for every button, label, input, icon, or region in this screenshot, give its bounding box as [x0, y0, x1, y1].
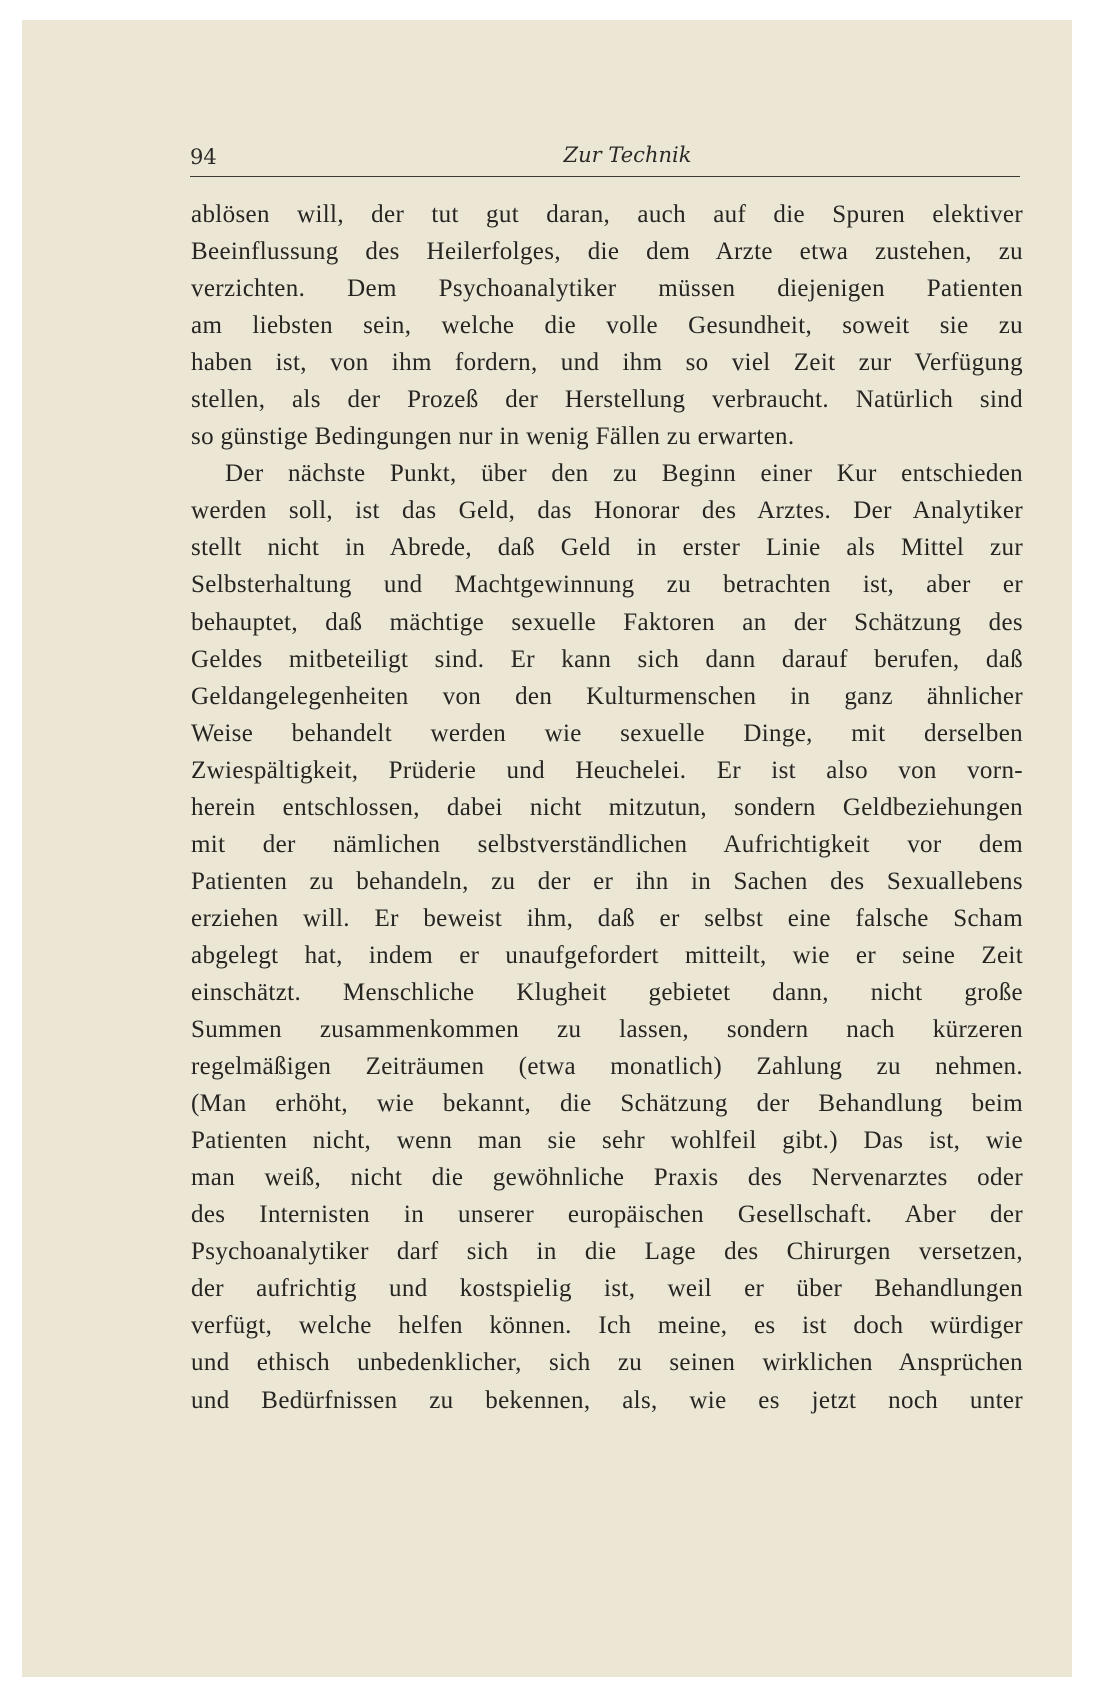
text-line: der aufrichtig und kostspielig ist, weil er über Behandlungen: [191, 1275, 1023, 1303]
text-line: regelmäßigen Zeiträumen (etwa monatlich) Zahlung zu nehmen.: [191, 1053, 1023, 1081]
text-line: mit der nämlichen selbstverständlichen Aufrichtigkeit vor dem: [191, 830, 1023, 858]
running-title: Zur Technik: [563, 143, 692, 167]
text-line: (Man erhöht, wie bekannt, die Schätzung der Behandlung beim: [191, 1090, 1023, 1118]
text-line: werden soll, ist das Geld, das Honorar des Arztes. Der Analytiker: [191, 497, 1023, 525]
text-line: einschätzt. Menschliche Klugheit gebietet dann, nicht große: [191, 978, 1023, 1006]
text-line: Geldangelegenheiten von den Kulturmenschen in ganz ähnlicher: [191, 682, 1023, 710]
text-line: stellt nicht in Abrede, daß Geld in erster Linie als Mittel zur: [191, 534, 1023, 562]
text-line: herein entschlossen, dabei nicht mitzutun, sondern Geldbeziehungen: [191, 793, 1023, 821]
text-line: Selbsterhaltung und Machtgewinnung zu betrachten ist, aber er: [191, 571, 1023, 599]
body-text: [191, 196, 1023, 1419]
text-line: verzichten. Dem Psychoanalytiker müssen diejenigen Patienten: [191, 275, 1023, 303]
text-line: und ethisch unbedenklicher, sich zu seinen wirklichen Ansprüchen: [191, 1349, 1023, 1377]
page-number: 94: [190, 145, 217, 169]
text-line: stellen, als der Prozeß der Herstellung verbraucht. Natürlich sind: [191, 386, 1023, 414]
text-line: Der nächste Punkt, über den zu Beginn einer Kur entschieden: [225, 460, 1023, 488]
text-line: man weiß, nicht die gewöhnliche Praxis des Nervenarztes oder: [191, 1164, 1023, 1192]
text-line: ablösen will, der tut gut daran, auch auf die Spuren elektiver: [191, 201, 1023, 228]
text-line: haben ist, von ihm fordern, und ihm so viel Zeit zur Verfügung: [191, 349, 1023, 377]
text-line: abgelegt hat, indem er unaufgefordert mitteilt, wie er seine Zeit: [191, 941, 1023, 969]
text-line: Beeinflussung des Heilerfolges, die dem Arzte etwa zustehen, zu: [191, 238, 1023, 266]
text-line: erziehen will. Er beweist ihm, daß er selbst eine falsche Scham: [191, 904, 1023, 932]
text-line: so günstige Bedingungen nur in wenig Fällen zu erwarten.: [191, 423, 795, 451]
text-line: und Bedürfnissen zu bekennen, als, wie es jetzt noch unter: [191, 1386, 1023, 1414]
text-line: Weise behandelt werden wie sexuelle Dinge, mit derselben: [191, 719, 1023, 747]
text-line: Summen zusammenkommen zu lassen, sondern nach kürzeren: [191, 1016, 1023, 1044]
running-head: [190, 143, 1025, 175]
text-line: Geldes mitbeteiligt sind. Er kann sich dann darauf berufen, daß: [191, 645, 1023, 673]
text-line: des Internisten in unserer europäischen Gesellschaft. Aber der: [191, 1201, 1023, 1229]
text-line: Psychoanalytiker darf sich in die Lage des Chirurgen versetzen,: [191, 1238, 1023, 1266]
text-line: Patienten zu behandeln, zu der er ihn in Sachen des Sexuallebens: [191, 867, 1023, 895]
text-line: Zwiespältigkeit, Prüderie und Heuchelei. Er ist also von vorn-: [191, 756, 1023, 784]
text-line: am liebsten sein, welche die volle Gesundheit, soweit sie zu: [191, 312, 1023, 340]
text-line: behauptet, daß mächtige sexuelle Faktoren an der Schätzung des: [191, 608, 1023, 636]
text-line: verfügt, welche helfen können. Ich meine, es ist doch würdiger: [191, 1312, 1023, 1340]
header-rule: [190, 176, 1020, 177]
text-line: Patienten nicht, wenn man sie sehr wohlfeil gibt.) Das ist, wie: [191, 1127, 1023, 1155]
